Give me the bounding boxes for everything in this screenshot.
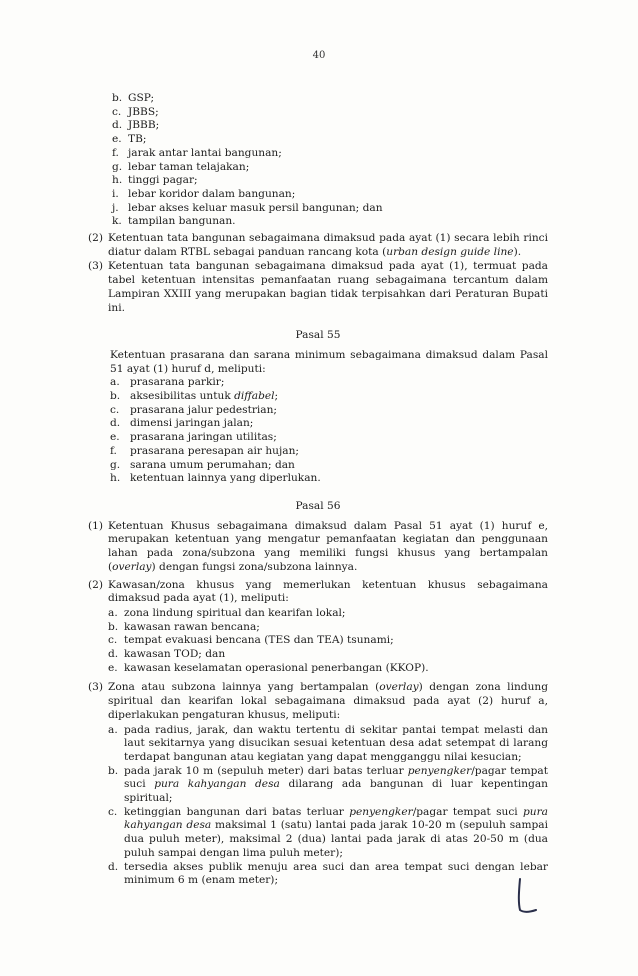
list-item: e. kawasan keselamatan operasional penerbangan (KKOP). [108,661,429,674]
pasal-56-paragraph-3: (3) Zona atau subzona lainnya yang bertampalan (overlay) dengan zona lindung spiritual dan kearifan lokal sebagaimana dimaksud pada ayat (2) huruf a, diperlakukan pengaturan khusus, meliputi: a. pada radius, jarak, dan waktu tertentu di sekitar pantai tempat melasti dan laut sekitarnya yang disucikan sesuai ketentuan desa adat setempat di larang terdapat bangunan atau kegiatan yang dapat mengganggu nilai kesucian; b. pada jarak 10 m (sepuluh meter) dari batas terluar penyengker/pagar tempat suci pura kahyangan desa dilarang ada bangunan di luar kepentingan spiritual; c. ketinggian bangunan dari batas terluar penyengker/pagar tempat suci pura kahyangan desa maksimal 1 (satu) lantai pada jarak 10-20 m (sepuluh sampai dua puluh meter), maksimal 2 (dua) lantai pada jarak di atas 20-50 m (dua puluh sampai dengan lima puluh meter); d. tersedia akses publik menuju area suci dan area tempat suci dengan lebar minimum 6 m (enam meter); [88,681,549,887]
list-item: c. prasarana jalur pedestrian; [110,403,277,416]
list-item: h. tinggi pagar; [112,174,198,187]
list-item: d. kawasan TOD; dan [108,648,226,661]
list-item: i. lebar koridor dalam bangunan; [112,187,296,200]
list-item: b. kawasan rawan bencana; [108,620,260,633]
list-item: h. ketentuan lainnya yang diperlukan. [110,472,321,485]
list-item: b. pada jarak 10 m (sepuluh meter) dari batas terluar penyengker/pagar tempat suci pura kahyangan desa dilarang ada bangunan di luar kepentingan spiritual; [108,764,549,805]
page-number: 40 [312,50,326,61]
list-item: d. JBBB; [112,119,160,132]
pasal-56-paragraph-2: (2) Kawasan/zona khusus yang memerlukan ketentuan khusus sebagaimana dimaksud pada ayat (1), meliputi: a. zona lindung spiritual dan kearifan lokal; b. kawasan rawan bencana; c. tempat evakuasi bencana (TES dan TEA) tsunami; d. kawasan TOD; dan e. kawasan keselamatan operasional penerbangan (KKOP). [88,578,548,674]
list-item: j. lebar akses keluar masuk persil bangunan; dan [112,201,383,214]
list-item: f. jarak antar lantai bangunan; [112,146,282,159]
list-item: c. ketinggian bangunan dari batas terluar penyengker/pagar tempat suci pura kahyangan desa maksimal 1 (satu) lantai pada jarak 10-20 m (sepuluh sampai dua puluh meter), maksimal 2 (dua) lantai pada jarak di atas 20-50 m (dua puluh sampai dengan lima puluh meter); [108,805,549,859]
list-item: g. sarana umum perumahan; dan [110,458,295,471]
list-item: c. tempat evakuasi bencana (TES dan TEA) tsunami; [108,634,394,647]
paragraph-3: (3) Ketentuan tata bangunan sebagaimana dimaksud pada ayat (1), termuat pada tabel ketentuan intensitas pemanfaatan ruang sebagaimana tercantum dalam Lampiran XXIII yang merupakan bagian tidak terpisahkan dari Peraturan Bupati ini. [88,260,548,314]
paragraph-2: (2) Ketentuan tata bangunan sebagaimana dimaksud pada ayat (1) secara lebih rinci diatur dalam RTBL sebagai panduan rancang kota (urban design guide line). [88,232,548,258]
list-item: g. lebar taman telajakan; [112,160,250,173]
top-list [88,92,548,229]
pasal-55-title: Pasal 55 [295,329,341,342]
list-item: f. prasarana peresapan air hujan; [110,444,299,457]
pasal-55-intro: Ketentuan prasarana dan sarana minimum sebagaimana dimaksud dalam Pasal 51 ayat (1) huruf d, meliputi: [110,348,548,375]
pasal-56-p2-list [108,607,548,676]
list-item: b. GSP; [112,92,155,104]
pasal-56-title: Pasal 56 [295,499,341,512]
pasal-55-list [88,376,548,486]
pasal-56-p3-list [108,724,548,888]
list-item: e. prasarana jaringan utilitas; [110,431,277,444]
list-item: e. TB; [112,133,147,146]
list-item: d. tersedia akses publik menuju area suci dan area tempat suci dengan lebar minimum 6 m (enam meter); [108,860,548,887]
list-item: a. zona lindung spiritual dan kearifan lokal; [108,606,346,619]
list-item: k. tampilan bangunan. [112,215,236,228]
list-item: a. pada radius, jarak, dan waktu tertentu di sekitar pantai tempat melasti dan laut sekitarnya yang disucikan sesuai ketentuan desa adat setempat di larang terdapat bangunan atau kegiatan yang dapat mengganggu nilai kesucian; [108,723,548,763]
list-item: d. dimensi jaringan jalan; [110,417,254,430]
list-item: c. JBBS; [112,105,159,118]
pasal-56-paragraph-1: (1) Ketentuan Khusus sebagaimana dimaksud dalam Pasal 51 ayat (1) huruf e, merupakan ketentuan yang mengatur pemanfaatan kegiatan dan penggunaan lahan pada zona/subzona yang memiliki fungsi khusus yang bertampalan (overlay) dengan fungsi zona/subzona lainnya. [88,519,548,573]
list-item: a. prasarana parkir; [110,376,225,389]
document-body [88,92,548,889]
list-item: b. aksesibilitas untuk diffabel; [110,390,279,403]
handwritten-initial-mark [512,876,542,916]
